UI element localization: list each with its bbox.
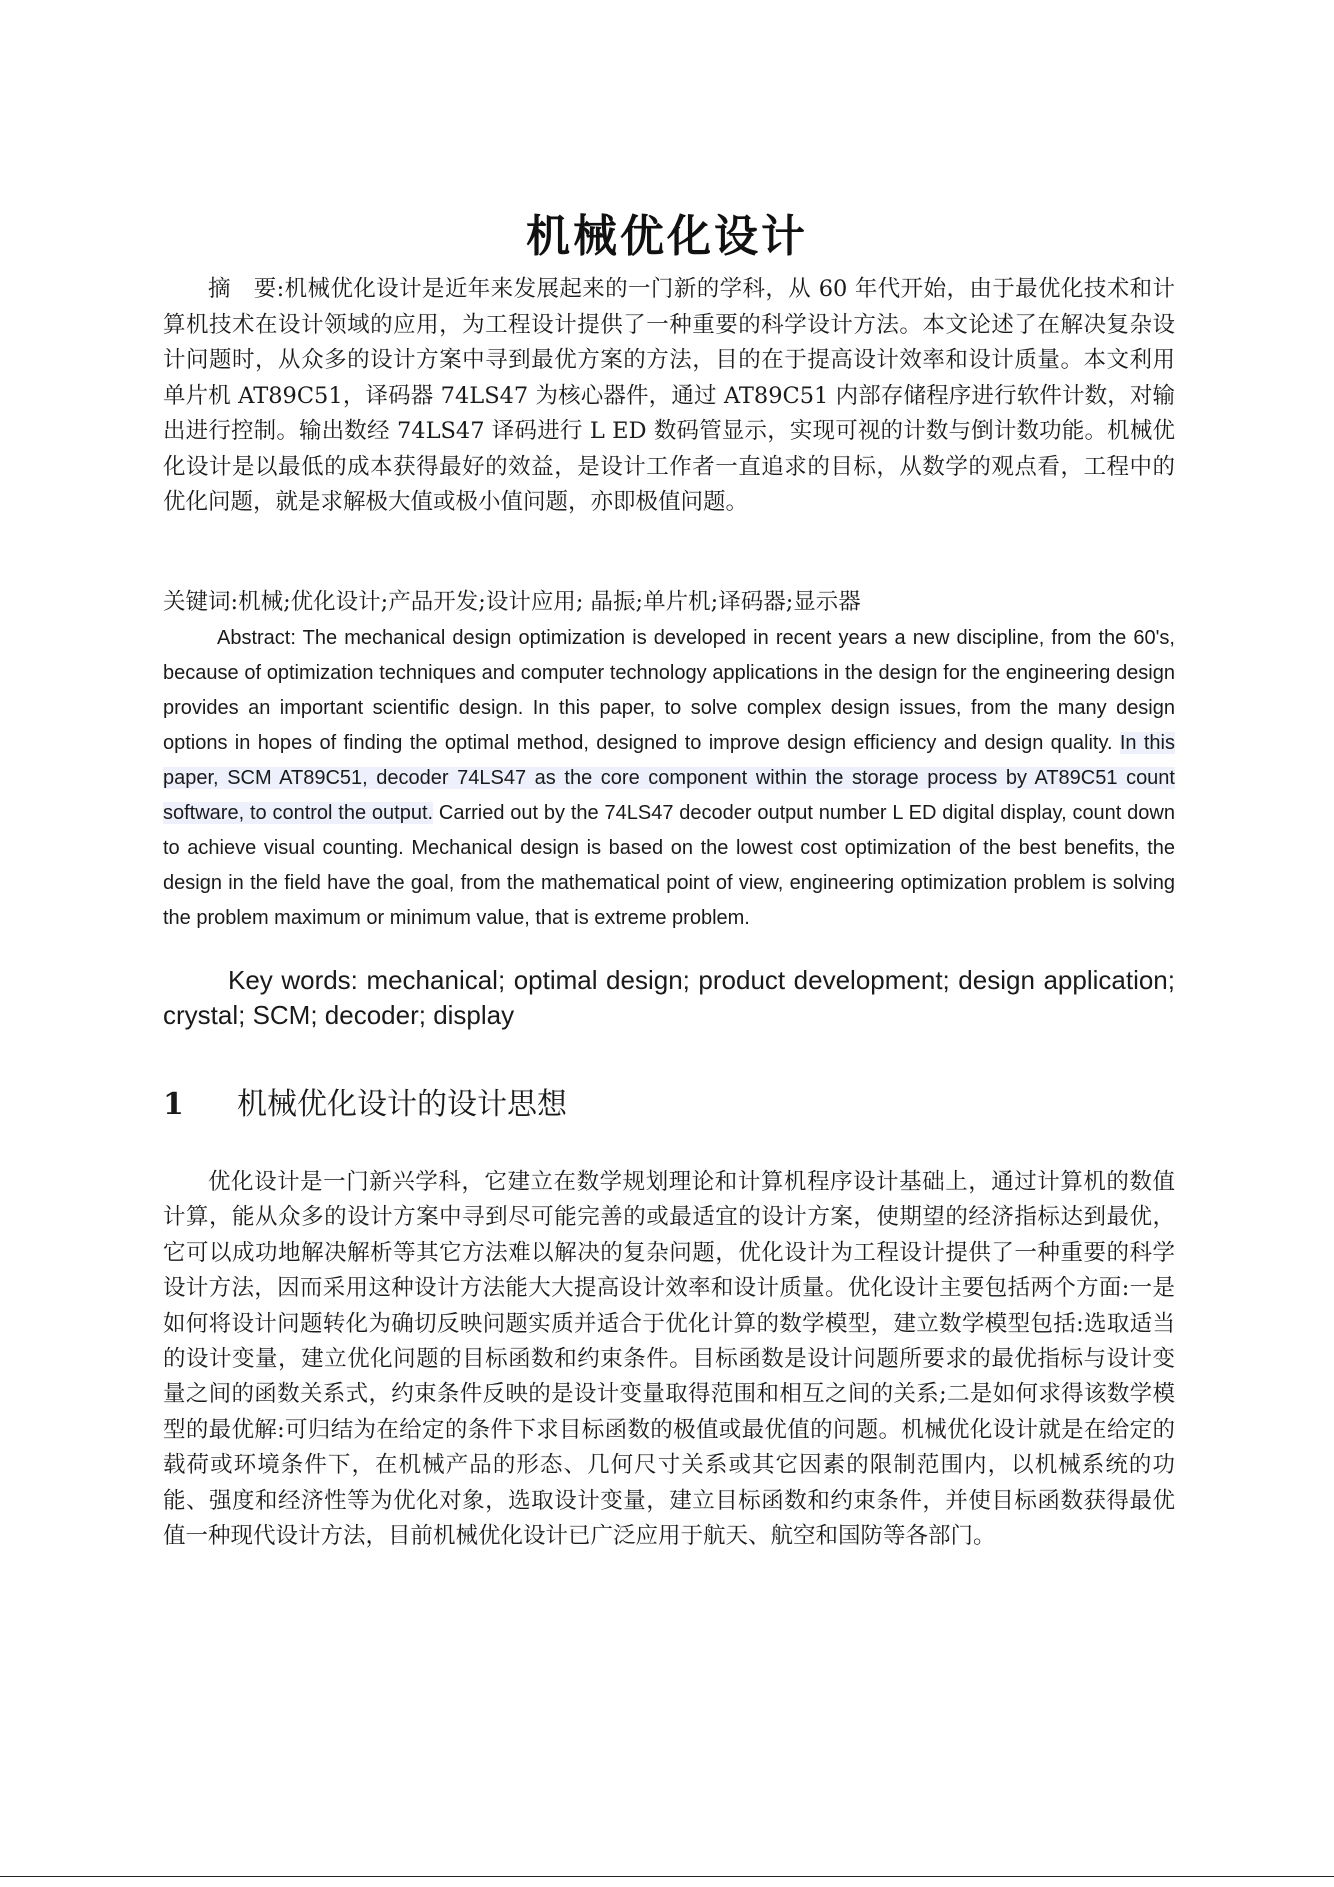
abstract-chinese [163,272,1175,521]
keywords-english: Key words: mechanical; optimal design; product development; design application; crystal; SCM; decoder; display [163,965,1175,1030]
selected-text-highlight[interactable]: In this paper, SCM AT89C51, decoder 74LS47 as the core component within the storage process by AT89C51 count software, to control the output. [163,732,1175,824]
section-body: 优化设计是一门新兴学科，它建立在数学规划理论和计算机程序设计基础上，通过计算机的数值计算，能从众多的设计方案中寻到尽可能完善的或最适宜的设计方案，使期望的经济指标达到最优，它可以成功地解决解析等其它方法难以解决的复杂问题，优化设计为工程设计提供了一种重要的科学设计方法，因而采用这种设计方法能大大提高设计效率和设计质量。优化设计主要包括两个方面:一是如何将设计问题转化为确切反映问题实质并适合于优化计算的数学模型，建立数学模型包括:选取适当的设计变量，建立优化问题的目标函数和约束条件。目标函数是设计问题所要求的最优指标与设计变量之间的函数关系式，约束条件反映的是设计变量取得范围和相互之间的关系;二是如何求得该数学模型的最优解:可归结为在给定的条件下求目标函数的极值或最优值的问题。机械优化设计就是在给定的载荷或环境条件下，在机械产品的形态、几何尺寸关系或其它因素的限制范围内，以机械系统的功能、强度和经济性等为优化对象，选取设计变量，建立目标函数和约束条件，并使目标函数获得最优值一种现代设计方法，目前机械优化设计已广泛应用于航天、航空和国防等各部门。 [163,1169,1175,1550]
abstract-text: 机械优化设计是近年来发展起来的一门新的学科，从 60 年代开始，由于最优化技术和计算机技术在设计领域的应用，为工程设计提供了一种重要的科学设计方法。本文论述了在解决复杂设计问题时，从众多的设计方案中寻到最优方案的方法，目的在于提高设计效率和设计质量。本文利用单片机 AT89C51，译码器 74LS47 为核心器件，通过 AT89C51 内部存储程序进行软件计数，对输出进行控制。输出数经 74LS47 译码进行 L ED 数码管显示，实现可视的计数与倒计数功能。机械优化设计是以最低的成本获得最好的效益，是设计工作者一直追求的目标，从数学的观点看，工程中的优化问题，就是求解极大值或极小值问题，亦即极值问题。 [163,276,1175,515]
abstract-label: 摘 要: [208,276,285,302]
abstract-english-part1: Abstract: The mechanical design optimization is developed in recent years a new discipline, from the 60's, because of optimization techniques and computer technology applications in the design for the engineering design provides an important scientific design. In this paper, to solve complex design issues, from the many design options in hopes of finding the optimal method, designed to improve design efficiency and design quality. [163,627,1175,754]
section-heading [163,1085,1175,1125]
section-number: 1 [163,1087,184,1122]
page-title: 机械优化设计 [526,211,808,262]
footer-divider [0,1876,1334,1877]
abstract-english [163,621,1175,936]
section-title: 机械优化设计的设计思想 [237,1087,567,1122]
abstract-english-part2: Carried out by the 74LS47 decoder output number L ED digital display, count down to achieve visual counting. Mechanical design is based on the lowest cost optimization of the best benefits, the design in the field have the goal, from the mathematical point of view, engineering optimization problem is solving the problem maximum or minimum value, that is extreme problem. [163,802,1175,929]
keywords-chinese: 关键词:机械;优化设计;产品开发;设计应用; 晶振;单片机;译码器;显示器 [163,589,861,615]
